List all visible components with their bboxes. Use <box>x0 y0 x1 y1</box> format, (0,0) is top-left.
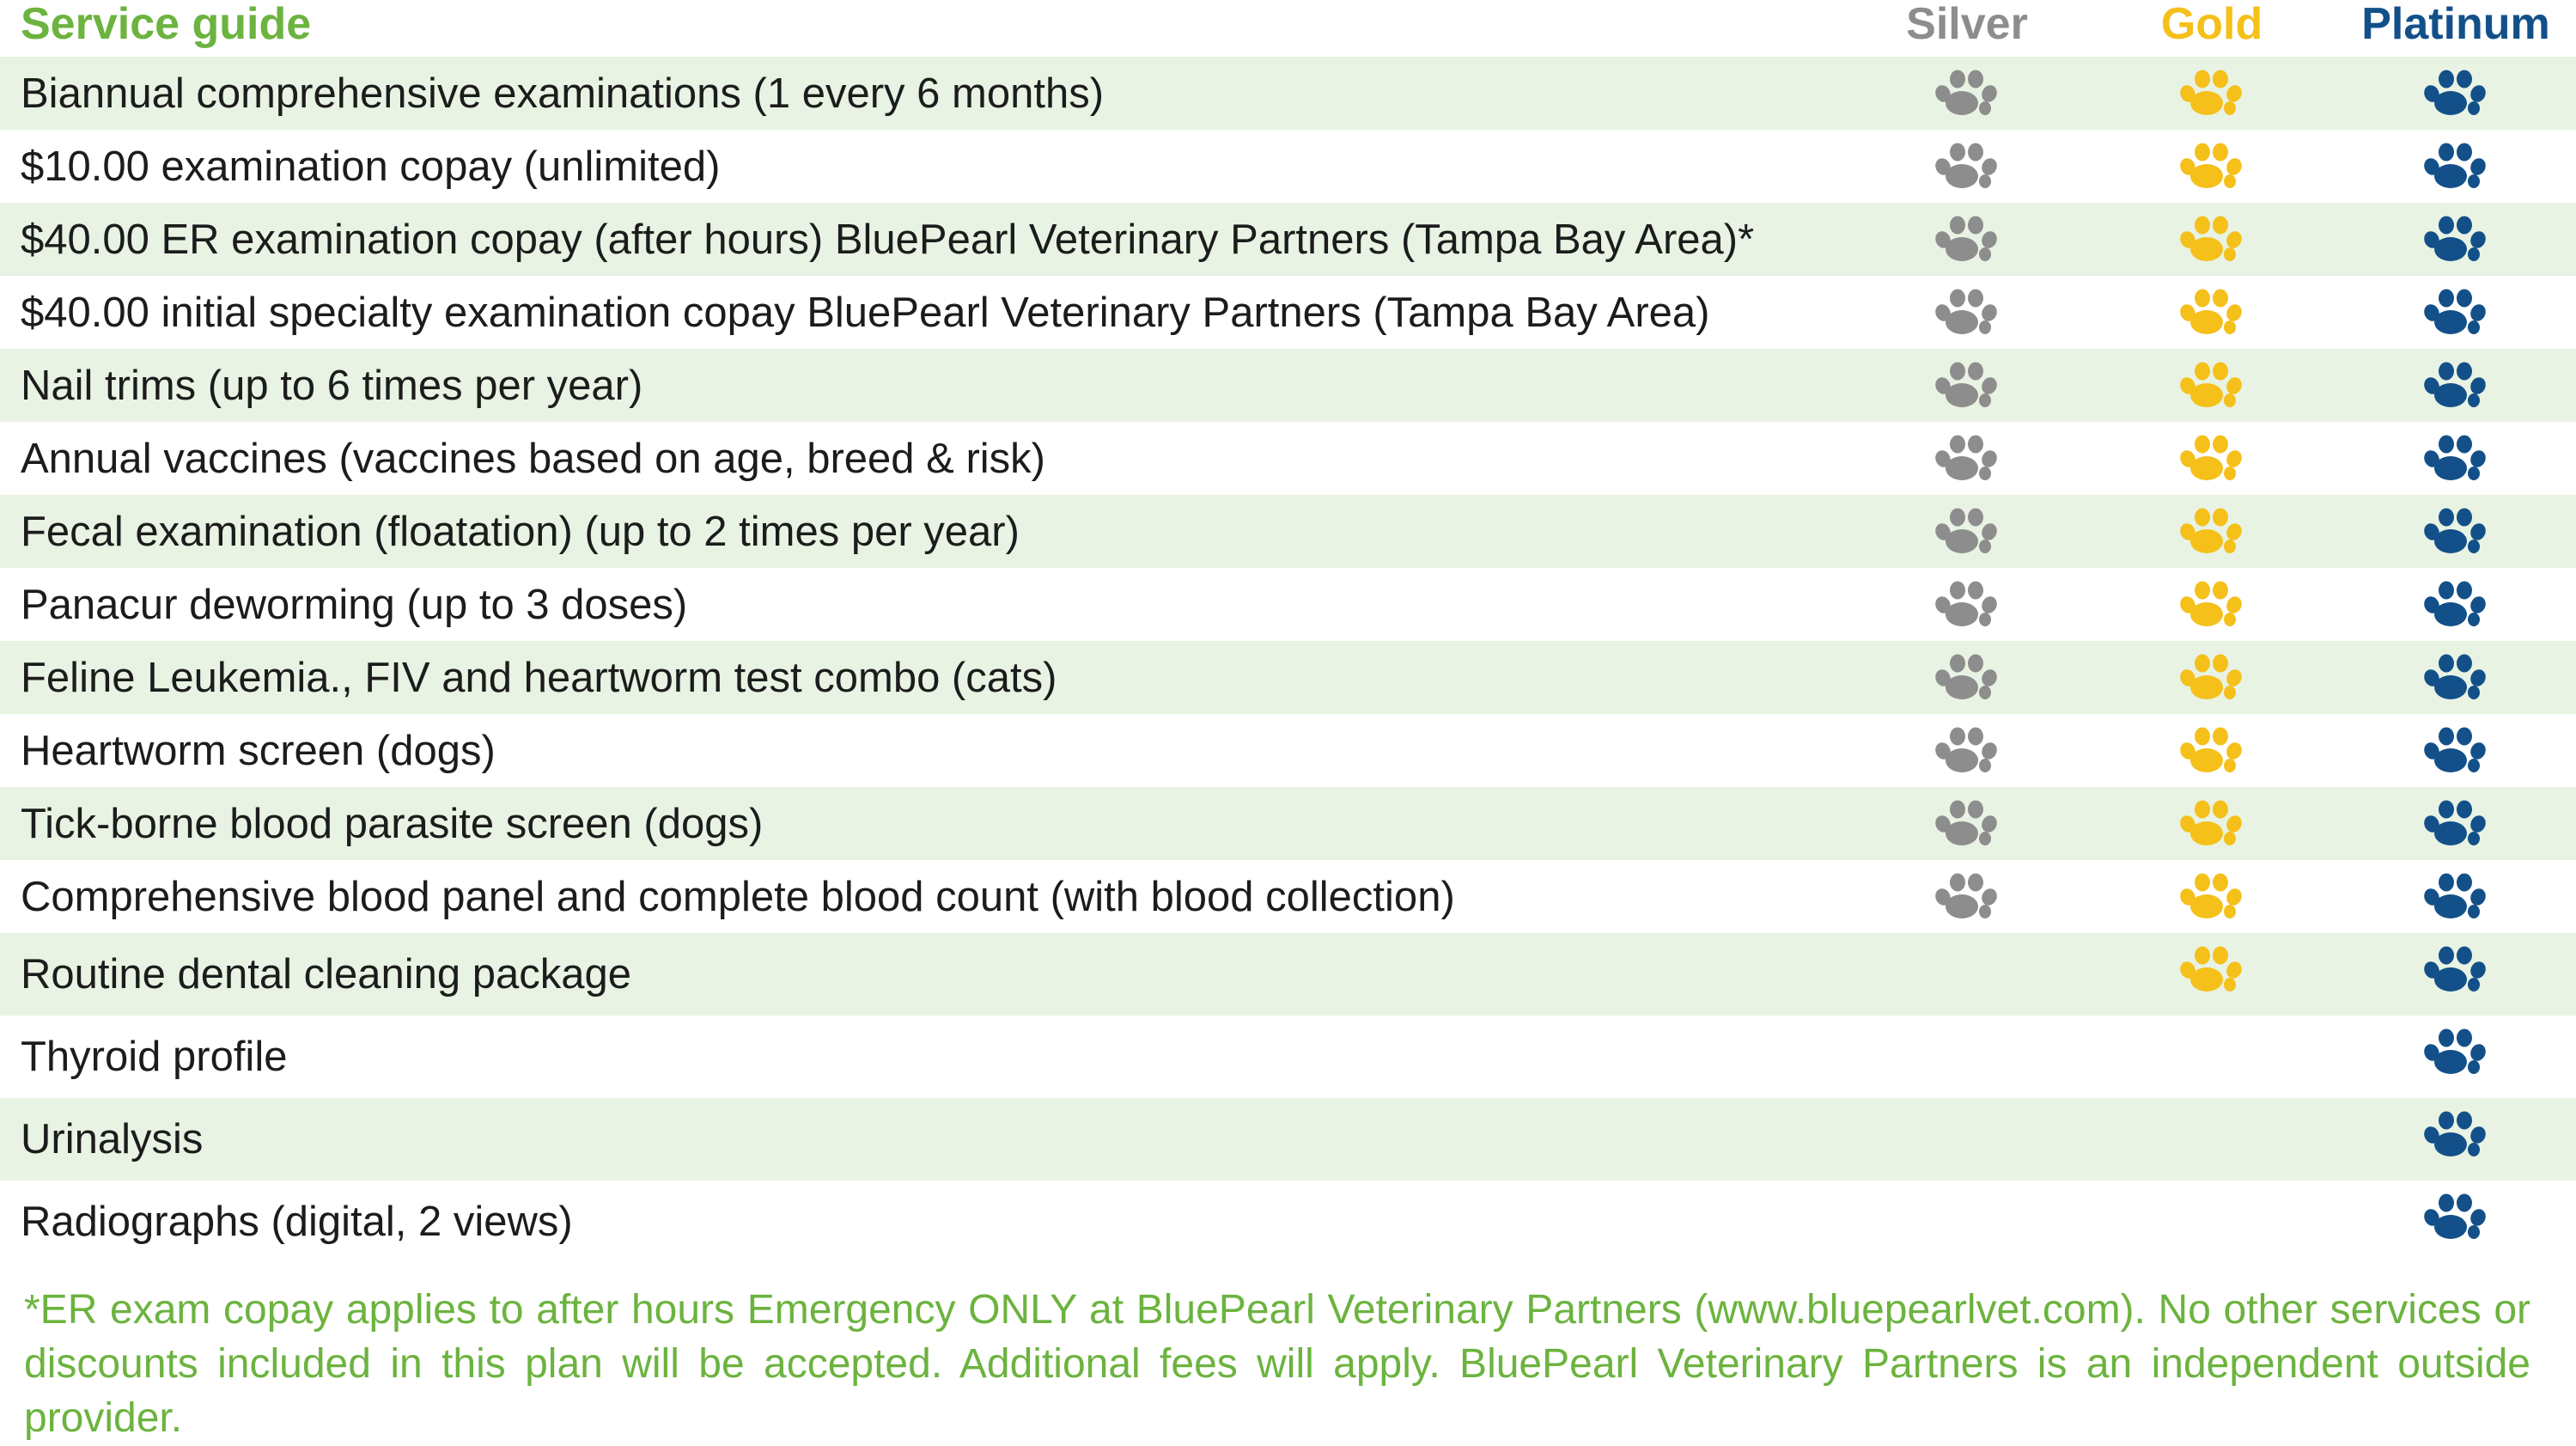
paw-icon <box>2176 871 2248 923</box>
paw-icon <box>2420 1109 2492 1161</box>
table-row <box>0 1181 2576 1263</box>
platinum-cell <box>2327 1181 2576 1254</box>
paw-icon <box>2420 652 2492 704</box>
table-row <box>0 57 2576 130</box>
paw-icon <box>2176 287 2248 339</box>
service-label: Panacur deworming (up to 3 doses) <box>21 581 688 628</box>
silver-cell <box>1838 1016 2096 1089</box>
platinum-cell <box>2327 203 2576 276</box>
silver-cell <box>1838 1098 2096 1171</box>
paw-icon <box>2420 725 2492 777</box>
service-guide-heading: Service guide <box>21 0 312 49</box>
gold-cell <box>2083 203 2341 276</box>
service-label: Annual vaccines (vaccines based on age, breed & risk) <box>21 435 1045 482</box>
paw-icon <box>1931 871 2003 923</box>
paw-icon <box>1931 141 2003 192</box>
gold-cell <box>2083 495 2341 568</box>
paw-icon <box>2420 871 2492 923</box>
paw-icon <box>1931 68 2003 119</box>
paw-icon <box>1931 579 2003 631</box>
platinum-cell <box>2327 1098 2576 1171</box>
service-label: Routine dental cleaning package <box>21 951 632 998</box>
platinum-cell <box>2327 787 2576 860</box>
paw-icon <box>2420 214 2492 265</box>
paw-icon <box>2176 433 2248 485</box>
silver-cell <box>1838 1181 2096 1254</box>
platinum-cell <box>2327 349 2576 422</box>
silver-cell <box>1838 933 2096 1006</box>
table-row <box>0 787 2576 860</box>
paw-icon <box>2176 141 2248 192</box>
table-row <box>0 1016 2576 1098</box>
table-row <box>0 276 2576 349</box>
paw-icon <box>2176 360 2248 412</box>
paw-icon <box>1931 652 2003 704</box>
service-label: $10.00 examination copay (unlimited) <box>21 143 721 190</box>
service-label: Radiographs (digital, 2 views) <box>21 1199 573 1245</box>
silver-cell <box>1838 495 2096 568</box>
service-label: Heartworm screen (dogs) <box>21 727 496 774</box>
service-label: $40.00 ER examination copay (after hours) BluePearl Veterinary Partners (Tampa Bay Area)* <box>21 216 1755 263</box>
gold-cell <box>2083 1098 2341 1171</box>
table-row <box>0 422 2576 495</box>
service-label: Tick-borne blood parasite screen (dogs) <box>21 800 764 847</box>
gold-cell <box>2083 1181 2341 1254</box>
paw-icon <box>1931 725 2003 777</box>
paw-icon <box>2420 1192 2492 1243</box>
silver-cell <box>1838 787 2096 860</box>
silver-cell <box>1838 203 2096 276</box>
table-header <box>0 0 2576 57</box>
gold-cell <box>2083 130 2341 203</box>
gold-cell <box>2083 422 2341 495</box>
gold-cell <box>2083 933 2341 1006</box>
paw-icon <box>2420 944 2492 996</box>
gold-cell <box>2083 276 2341 349</box>
silver-cell <box>1838 714 2096 787</box>
paw-icon <box>2176 68 2248 119</box>
service-table <box>0 57 2576 1263</box>
platinum-cell <box>2327 933 2576 1006</box>
platinum-cell <box>2327 568 2576 641</box>
service-label: $40.00 initial specialty examination copay BluePearl Veterinary Partners (Tampa Bay Area) <box>21 289 1710 336</box>
service-label: Comprehensive blood panel and complete blood count (with blood collection) <box>21 873 1455 920</box>
platinum-cell <box>2327 422 2576 495</box>
silver-cell <box>1838 860 2096 933</box>
service-label: Feline Leukemia., FIV and heartworm test combo (cats) <box>21 654 1057 701</box>
service-label: Thyroid profile <box>21 1034 288 1080</box>
paw-icon <box>1931 506 2003 558</box>
silver-cell <box>1838 276 2096 349</box>
table-row <box>0 1098 2576 1181</box>
paw-icon <box>2176 579 2248 631</box>
paw-icon <box>2176 725 2248 777</box>
gold-cell <box>2083 787 2341 860</box>
paw-icon <box>1931 433 2003 485</box>
silver-cell <box>1838 349 2096 422</box>
paw-icon <box>2420 798 2492 850</box>
silver-cell <box>1838 641 2096 714</box>
gold-tier-heading: Gold <box>2160 0 2263 49</box>
service-label: Biannual comprehensive examinations (1 every 6 months) <box>21 70 1105 117</box>
table-row <box>0 568 2576 641</box>
service-label: Nail trims (up to 6 times per year) <box>21 362 643 409</box>
paw-icon <box>2176 944 2248 996</box>
paw-icon <box>2420 1027 2492 1078</box>
paw-icon <box>2420 141 2492 192</box>
platinum-cell <box>2327 495 2576 568</box>
table-row <box>0 203 2576 276</box>
platinum-cell <box>2327 714 2576 787</box>
table-row <box>0 933 2576 1016</box>
service-label: Urinalysis <box>21 1116 204 1162</box>
paw-icon <box>1931 214 2003 265</box>
platinum-cell <box>2327 57 2576 130</box>
paw-icon <box>1931 360 2003 412</box>
gold-cell <box>2083 641 2341 714</box>
platinum-cell <box>2327 1016 2576 1089</box>
table-row <box>0 714 2576 787</box>
table-row <box>0 130 2576 203</box>
gold-cell <box>2083 714 2341 787</box>
table-row <box>0 641 2576 714</box>
platinum-cell <box>2327 276 2576 349</box>
service-label: Fecal examination (floatation) (up to 2 times per year) <box>21 508 1020 555</box>
table-row <box>0 495 2576 568</box>
gold-cell <box>2083 57 2341 130</box>
platinum-cell <box>2327 641 2576 714</box>
paw-icon <box>2176 214 2248 265</box>
paw-icon <box>2420 68 2492 119</box>
paw-icon <box>2176 652 2248 704</box>
silver-cell <box>1838 568 2096 641</box>
table-row <box>0 349 2576 422</box>
paw-icon <box>2420 579 2492 631</box>
platinum-cell <box>2327 860 2576 933</box>
silver-tier-heading: Silver <box>1906 0 2028 49</box>
gold-cell <box>2083 1016 2341 1089</box>
platinum-tier-heading: Platinum <box>2361 0 2550 49</box>
paw-icon <box>2176 798 2248 850</box>
platinum-cell <box>2327 130 2576 203</box>
paw-icon <box>2420 433 2492 485</box>
footnote: *ER exam copay applies to after hours Emergency ONLY at BluePearl Veterinary Partners (www.bluepearlvet.com). No other services or discounts included in this plan will be accepted. Additional fees will apply. BluePearl Veterinary Partners is an independent outside provider. <box>24 1287 2530 1441</box>
silver-cell <box>1838 422 2096 495</box>
gold-cell <box>2083 568 2341 641</box>
paw-icon <box>2420 287 2492 339</box>
gold-cell <box>2083 349 2341 422</box>
silver-cell <box>1838 130 2096 203</box>
paw-icon <box>1931 798 2003 850</box>
paw-icon <box>2420 360 2492 412</box>
table-row <box>0 860 2576 933</box>
paw-icon <box>2176 506 2248 558</box>
paw-icon <box>2420 506 2492 558</box>
paw-icon <box>1931 287 2003 339</box>
gold-cell <box>2083 860 2341 933</box>
silver-cell <box>1838 57 2096 130</box>
